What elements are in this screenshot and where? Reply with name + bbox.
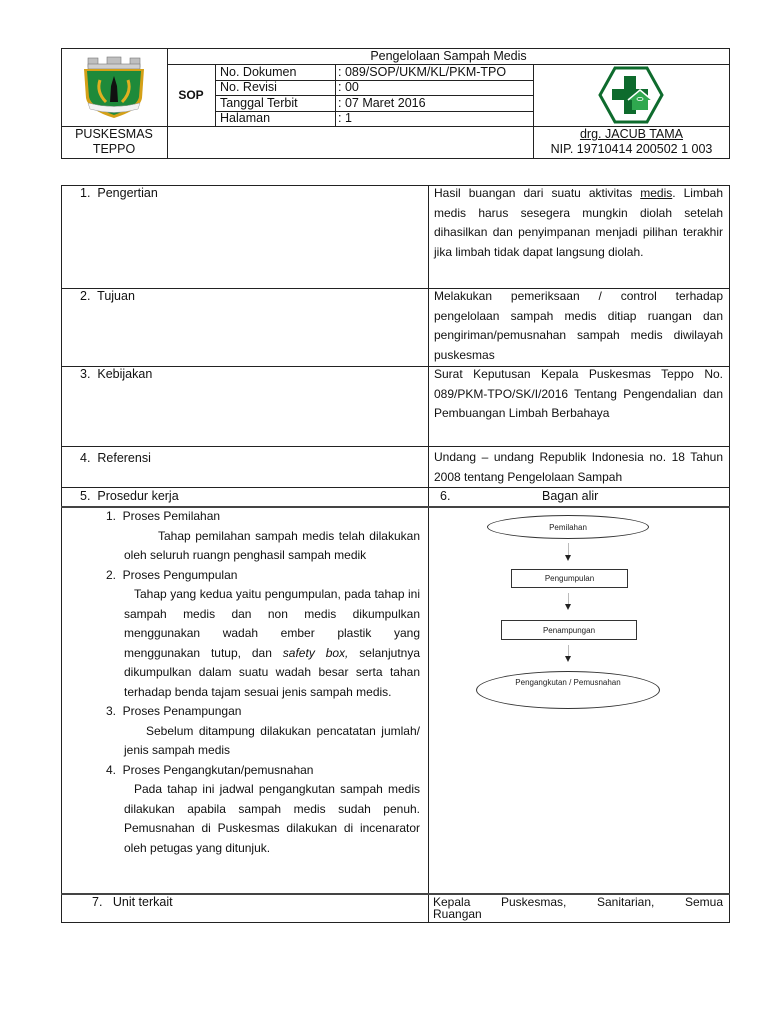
section-text-kebijakan: Surat Keputusan Kepala Puskesmas Teppo No. 089/PKM-TPO/SK/I/2016 Tentang Pengendalian dan Pembuangan Limbah Berbahaya: [434, 367, 723, 420]
field-value-no-dokumen: : 089/SOP/UKM/KL/PKM-TPO: [338, 65, 507, 79]
flowchart: [429, 508, 729, 893]
flow-node-pengangkutan: Pengangkutan / Pemusnahan: [476, 671, 660, 709]
step-title-pemilahan: 1. Proses Pemilahan: [106, 509, 221, 523]
section-number-bagan-alir: 6.: [440, 489, 451, 503]
section-label-tujuan: 2. Tujuan: [80, 289, 135, 303]
field-label-tanggal-terbit: Tanggal Terbit: [220, 96, 298, 110]
section-text-pengertian: [434, 184, 723, 262]
step-body-pemilahan: Tahap pemilahan sampah medis telah dilakukan oleh seluruh ruangn penghasil sampah medik: [124, 528, 420, 562]
pengumpulan-body-before: Tahap yang kedua yaitu pengumpulan, pada tahap ini sampah medis dan non medis dikumpulkan menggunakan wadah ember plastik yang menggunakan tutup, dan: [124, 587, 420, 660]
pengertian-text-underlined: medis: [640, 186, 673, 200]
flow-arrow: [568, 543, 569, 555]
arrow-down-icon: [565, 555, 571, 561]
pengertian-text-before: Hasil buangan dari suatu aktivitas: [434, 186, 641, 200]
flow-node-pengumpulan: Pengumpulan: [511, 569, 628, 588]
document-title: Pengelolaan Sampah Medis: [370, 49, 527, 63]
step-title-pengumpulan: 2. Proses Pengumpulan: [106, 567, 238, 582]
step-body-pengangkutan: Pada tahap ini jadwal pengangkutan sampah medis dilakukan apabila sampah medis sudah penuh. Pemusnahan di Puskesmas dilakukan di incenarator oleh petugas yang ditunjuk.: [124, 782, 420, 855]
step-body-pengumpulan: [106, 585, 420, 702]
regency-crest-logo: [80, 56, 148, 120]
arrow-down-icon: [565, 604, 571, 610]
field-value-tanggal-terbit: : 07 Maret 2016: [338, 96, 426, 110]
flow-node-pemilahan: Pemilahan: [487, 515, 649, 539]
pengertian-text-after: . Limbah medis harus sesegera mungkin diolah setelah dihasilkan dan penyimpanan menjadi pilihan terakhir jika limbah tidak dapat langsung diolah.: [434, 186, 723, 259]
sop-label: SOP: [178, 88, 204, 102]
field-label-halaman: Halaman: [220, 111, 271, 125]
unit-terkait-line1: Kepala Puskesmas, Sanitarian, Semua: [433, 895, 723, 909]
unit-terkait-line2: Ruangan: [433, 907, 482, 921]
signatory-nip: NIP. 19710414 200502 1 003: [550, 142, 713, 156]
section-label-referensi: 4. Referensi: [80, 451, 151, 465]
field-value-no-revisi: : 00: [338, 80, 359, 94]
step-body-penampungan: Sebelum ditampung dilakukan pencatatan jumlah/ jenis sampah medis: [124, 723, 420, 757]
section-text-referensi: Undang – undang Republik Indonesia no. 18 Tahun 2008 tentang Pengelolaan Sampah: [434, 450, 723, 484]
procedure-steps: [106, 507, 420, 858]
section-label-unit-terkait: 7. Unit terkait: [92, 895, 173, 909]
section-label-bagan-alir: Bagan alir: [542, 489, 599, 503]
divider: [61, 487, 730, 488]
field-label-no-dokumen: No. Dokumen: [220, 65, 297, 79]
section-text-unit-terkait: [433, 896, 723, 920]
section-label-pengertian: 1. Pengertian: [80, 186, 158, 200]
arrow-down-icon: [565, 656, 571, 662]
org-name-line1: PUSKESMAS: [75, 127, 153, 141]
org-name-line2: TEPPO: [92, 142, 136, 156]
puskesmas-logo: [598, 66, 664, 124]
pengumpulan-body-italic: safety box,: [282, 645, 349, 660]
divider: [61, 446, 730, 447]
field-label-no-revisi: No. Revisi: [220, 80, 277, 94]
step-title-penampungan: 3. Proses Penampungan: [106, 704, 242, 718]
section-text-tujuan: Melakukan pemeriksaan / control terhadap pengelolaan sampah medis ditiap ruangan dan pengiriman/pemusnahan sampah medis diwilayah puskesmas: [434, 289, 723, 362]
flow-arrow: [568, 645, 569, 656]
step-title-pengangkutan: 4. Proses Pengangkutan/pemusnahan: [106, 762, 314, 777]
flow-arrow: [568, 593, 569, 604]
field-value-halaman: : 1: [338, 111, 352, 125]
pengumpulan-body-after: selanjutnya dikumpulkan dalam suatu wadah besar serta tahan terhadap benda tajam sesuai jenis sampah medis.: [124, 645, 420, 699]
section-label-kebijakan: 3. Kebijakan: [80, 367, 153, 381]
section-label-prosedur: 5. Prosedur kerja: [80, 489, 179, 503]
signatory-name: drg. JACUB TAMA: [579, 127, 684, 141]
flow-node-penampungan: Penampungan: [501, 620, 637, 640]
